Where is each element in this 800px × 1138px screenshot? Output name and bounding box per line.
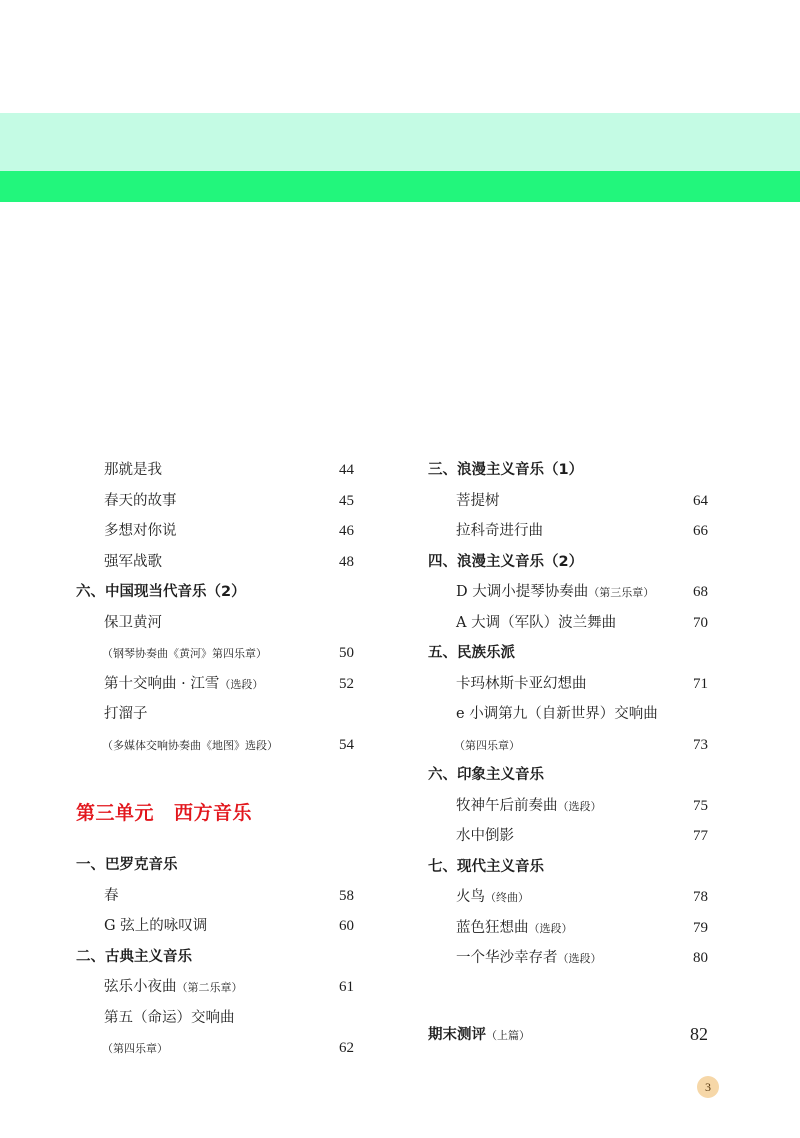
toc-right-list	[428, 455, 708, 974]
toc-entry[interactable]	[76, 516, 354, 547]
toc-entry-title: 弦乐小夜曲	[104, 979, 177, 995]
toc-entry-title: 水中倒影	[456, 828, 514, 844]
unit-title-number: 第三单元	[76, 802, 155, 824]
toc-entry-title: （钢琴协奏曲《黄河》第四乐章）	[102, 647, 267, 660]
toc-page-number: 48	[339, 553, 354, 570]
toc-entry-title: 火鸟	[456, 889, 485, 905]
toc-entry-title: 春	[104, 887, 119, 904]
toc-section[interactable]	[428, 547, 708, 578]
toc-entry[interactable]	[76, 638, 354, 669]
toc-section[interactable]	[428, 455, 708, 486]
toc-entry-title: 多想对你说	[104, 523, 177, 539]
toc-left-list	[76, 455, 354, 760]
toc-entry[interactable]	[76, 911, 354, 942]
toc-entry[interactable]	[76, 455, 354, 486]
toc-entry-title: 那就是我	[104, 462, 162, 478]
toc-entry[interactable]	[76, 547, 354, 578]
toc-entry-note: （终曲）	[485, 891, 529, 904]
toc-entry[interactable]	[76, 730, 354, 761]
toc-entry[interactable]	[76, 1003, 354, 1034]
unit-title-name: 西方音乐	[174, 802, 253, 824]
toc-entry[interactable]	[428, 516, 708, 547]
toc-page-number: 78	[693, 889, 708, 905]
toc-page-number: 71	[693, 675, 708, 692]
toc-entry-title: 蓝色狂想曲	[456, 919, 529, 936]
toc-entry-title: 牧神午后前奏曲	[456, 797, 558, 814]
final-assessment-entry[interactable]	[428, 1018, 708, 1050]
toc-section-title: 四、浪漫主义音乐（2）	[428, 553, 584, 570]
toc-entry-title: 春天的故事	[104, 492, 177, 509]
toc-entry-title: （多媒体交响协奏曲《地图》选段）	[102, 738, 278, 752]
page-number-badge: 3	[697, 1076, 719, 1098]
toc-entry-title: 第十交响曲 · 江雪	[104, 675, 220, 692]
toc-section-title: 一、巴罗克音乐	[76, 857, 178, 873]
toc-page-number: 79	[693, 919, 708, 936]
final-assessment-page: 82	[690, 1024, 708, 1044]
toc-entry[interactable]	[428, 882, 708, 913]
toc-entry-note: （选段）	[557, 952, 602, 965]
toc-entry[interactable]	[76, 972, 354, 1003]
toc-entry[interactable]	[76, 486, 354, 517]
toc-page-number: 58	[339, 887, 354, 904]
toc-entry-title: 第五（命运）交响曲	[104, 1009, 235, 1026]
spacer	[76, 836, 354, 850]
toc-page-number: 70	[693, 614, 708, 631]
final-assessment-note: （上篇）	[486, 1029, 530, 1042]
toc-entry[interactable]	[76, 669, 354, 700]
final-assessment-title: 期末测评	[428, 1027, 486, 1043]
toc-left-list-2	[76, 850, 354, 1064]
toc-section-title: 七、现代主义音乐	[428, 858, 544, 875]
toc-page-number: 54	[339, 736, 354, 753]
toc-entry[interactable]	[428, 730, 708, 761]
toc-entry[interactable]	[428, 699, 708, 730]
toc-entry[interactable]	[428, 943, 708, 974]
toc-page-number: 52	[339, 675, 354, 692]
toc-page-number: 62	[339, 1040, 354, 1056]
toc-entry[interactable]	[428, 791, 708, 822]
toc-entry[interactable]	[428, 821, 708, 852]
toc-page-number: 61	[339, 979, 354, 995]
toc-page-number: 64	[693, 492, 708, 509]
toc-page-number: 45	[339, 492, 354, 509]
toc-entry-title: （第四乐章）	[102, 1042, 168, 1055]
toc-entry[interactable]	[428, 608, 708, 639]
toc-left-column	[76, 455, 354, 1064]
toc-page-number: 50	[339, 645, 354, 661]
toc-section[interactable]	[76, 850, 354, 881]
toc-section-title: 三、浪漫主义音乐（1）	[428, 462, 584, 478]
toc-page-number: 73	[693, 736, 708, 753]
toc-entry-title: G 弦上的咏叹调	[104, 918, 208, 934]
toc-right-column	[428, 455, 708, 974]
toc-entry[interactable]	[428, 486, 708, 517]
toc-section[interactable]	[76, 577, 354, 608]
toc-entry-title: A 大调（军队）波兰舞曲	[456, 614, 617, 631]
toc-entry-title: 打溜子	[104, 706, 148, 722]
toc-entry-title: 卡玛林斯卡亚幻想曲	[456, 675, 587, 692]
toc-section[interactable]	[76, 942, 354, 973]
toc-section[interactable]	[428, 638, 708, 669]
toc-entry[interactable]	[76, 699, 354, 730]
toc-entry-note: （选段）	[528, 921, 573, 935]
toc-section[interactable]	[428, 760, 708, 791]
toc-entry-title: e 小调第九（自新世界）交响曲	[456, 706, 658, 722]
toc-entry[interactable]	[76, 608, 354, 639]
header-band-dark	[0, 171, 800, 202]
toc-page-number: 66	[693, 523, 708, 539]
toc-entry-title: 保卫黄河	[104, 614, 162, 631]
toc-entry-note: （选段）	[219, 677, 264, 691]
toc-entry-title: 菩提树	[456, 492, 500, 509]
toc-section-title: 五、民族乐派	[428, 645, 515, 661]
toc-entry-title: 拉科奇进行曲	[456, 523, 543, 539]
toc-section-title: 二、古典主义音乐	[76, 948, 192, 965]
toc-entry-title: 强军战歌	[104, 553, 162, 570]
toc-entry-title: 一个华沙幸存者	[456, 950, 558, 966]
toc-page-number: 75	[693, 797, 708, 814]
unit-title	[76, 790, 354, 836]
toc-entry[interactable]	[76, 1033, 354, 1064]
header-band-light	[0, 113, 800, 171]
toc-entry[interactable]	[76, 881, 354, 912]
toc-entry-note: （第二乐章）	[176, 981, 243, 994]
toc-page-number: 68	[693, 584, 708, 600]
toc-entry-note: （第三乐章）	[588, 586, 655, 599]
toc-section[interactable]	[428, 852, 708, 883]
toc-section-title: 六、中国现当代音乐（2）	[76, 584, 246, 600]
toc-entry[interactable]	[428, 913, 708, 944]
toc-page-number: 44	[339, 462, 354, 478]
toc-entry-title: D 大调小提琴协奏曲	[456, 584, 589, 600]
toc-entry[interactable]	[428, 577, 708, 608]
toc-page-number: 60	[339, 918, 354, 934]
spacer	[76, 760, 354, 790]
toc-entry-note: （选段）	[557, 799, 602, 813]
toc-entry[interactable]	[428, 669, 708, 700]
toc-page-number: 77	[693, 828, 708, 844]
toc-page-number: 80	[693, 950, 708, 966]
toc-page-number: 46	[339, 523, 354, 539]
toc-entry-title: （第四乐章）	[454, 738, 520, 752]
toc-section-title: 六、印象主义音乐	[428, 767, 544, 783]
